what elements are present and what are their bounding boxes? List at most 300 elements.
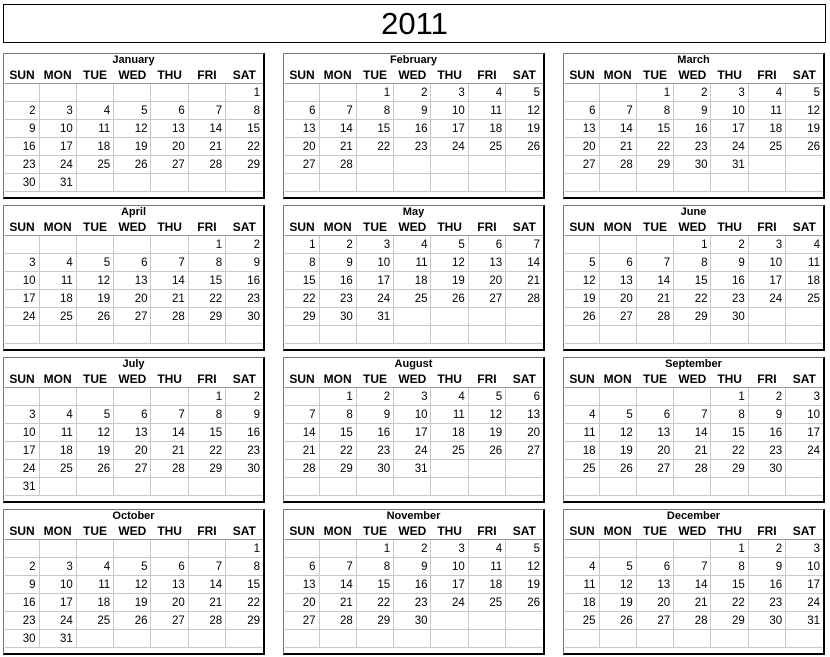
day-cell [748, 174, 785, 192]
day-cell: 12 [786, 102, 823, 120]
day-cell [636, 478, 673, 496]
weekday-fri: FRI [468, 67, 505, 84]
day-cell: 31 [39, 174, 76, 192]
day-cell: 6 [151, 558, 188, 576]
month-may [283, 205, 545, 351]
week-row [5, 576, 263, 594]
weekday-wed: WED [394, 67, 431, 84]
day-cell: 8 [711, 406, 748, 424]
day-cell: 1 [226, 540, 263, 558]
weekday-wed: WED [674, 523, 711, 540]
weekday-sat: SAT [786, 67, 823, 84]
week-row [285, 102, 543, 120]
day-cell [319, 478, 356, 496]
week-row [565, 84, 823, 102]
day-cell: 3 [748, 236, 785, 254]
week-row [565, 478, 823, 496]
day-cell: 14 [599, 120, 636, 138]
day-cell: 11 [468, 102, 505, 120]
day-cell: 13 [506, 406, 543, 424]
day-cell: 2 [319, 236, 356, 254]
day-cell: 8 [674, 254, 711, 272]
day-cell [285, 478, 319, 496]
day-cell: 1 [356, 84, 393, 102]
month-table [285, 67, 543, 192]
day-cell: 28 [599, 156, 636, 174]
day-cell: 26 [76, 308, 113, 326]
day-cell [748, 326, 785, 344]
day-cell: 4 [786, 236, 823, 254]
month-name: May [402, 206, 425, 218]
day-cell: 18 [39, 442, 76, 460]
day-cell: 29 [285, 308, 319, 326]
day-cell: 6 [285, 102, 319, 120]
weekday-fri: FRI [188, 67, 225, 84]
day-cell: 18 [468, 576, 505, 594]
week-row [5, 612, 263, 630]
weekday-sun: SUN [285, 371, 319, 388]
day-cell: 10 [748, 254, 785, 272]
day-cell: 4 [76, 102, 113, 120]
week-row [565, 290, 823, 308]
day-cell: 16 [748, 424, 785, 442]
day-cell [506, 156, 543, 174]
day-cell: 25 [39, 308, 76, 326]
week-row [5, 308, 263, 326]
year-header [3, 4, 826, 43]
week-row [285, 406, 543, 424]
day-cell: 15 [285, 272, 319, 290]
weekday-sat: SAT [786, 523, 823, 540]
day-cell: 16 [356, 424, 393, 442]
day-cell [506, 308, 543, 326]
day-cell: 24 [356, 290, 393, 308]
day-cell: 8 [226, 558, 263, 576]
day-cell: 31 [356, 308, 393, 326]
day-cell: 22 [188, 442, 225, 460]
day-cell [39, 388, 76, 406]
day-cell: 7 [319, 558, 356, 576]
day-cell: 24 [39, 612, 76, 630]
week-row [5, 138, 263, 156]
day-cell: 17 [394, 424, 431, 442]
day-cell: 26 [599, 612, 636, 630]
week-row [285, 254, 543, 272]
day-cell [114, 84, 151, 102]
weekday-header-row [565, 67, 823, 84]
day-cell: 27 [565, 156, 599, 174]
day-cell [674, 388, 711, 406]
week-row [5, 630, 263, 648]
day-cell: 5 [114, 102, 151, 120]
day-cell [188, 326, 225, 344]
day-cell: 16 [674, 120, 711, 138]
day-cell: 30 [394, 612, 431, 630]
day-cell: 24 [431, 138, 468, 156]
day-cell [468, 612, 505, 630]
week-row [285, 326, 543, 344]
week-row [565, 388, 823, 406]
day-cell: 1 [285, 236, 319, 254]
day-cell: 22 [226, 138, 263, 156]
day-cell: 28 [319, 156, 356, 174]
day-cell: 11 [76, 576, 113, 594]
day-cell: 25 [786, 290, 823, 308]
day-cell: 16 [226, 424, 263, 442]
day-cell [226, 174, 263, 192]
week-row [565, 102, 823, 120]
month-name: April [120, 206, 147, 218]
weekday-fri: FRI [468, 523, 505, 540]
weekday-thu: THU [711, 371, 748, 388]
day-cell [114, 174, 151, 192]
month-table [285, 371, 543, 496]
day-cell [786, 326, 823, 344]
day-cell: 24 [786, 594, 823, 612]
day-cell [506, 326, 543, 344]
weekday-tue: TUE [76, 219, 113, 236]
day-cell [319, 630, 356, 648]
day-cell: 4 [565, 406, 599, 424]
day-cell: 27 [114, 460, 151, 478]
weekday-sun: SUN [285, 219, 319, 236]
day-cell: 20 [285, 594, 319, 612]
day-cell: 9 [356, 406, 393, 424]
day-cell: 14 [674, 424, 711, 442]
day-cell: 9 [748, 558, 785, 576]
day-cell: 25 [748, 138, 785, 156]
day-cell: 5 [599, 558, 636, 576]
day-cell: 10 [786, 406, 823, 424]
day-cell: 6 [636, 406, 673, 424]
week-row [5, 388, 263, 406]
day-cell: 24 [748, 290, 785, 308]
weekday-wed: WED [114, 219, 151, 236]
weekday-tue: TUE [356, 219, 393, 236]
day-cell: 2 [226, 236, 263, 254]
weekday-header-row [5, 371, 263, 388]
weekday-sat: SAT [506, 523, 543, 540]
day-cell [114, 478, 151, 496]
day-cell: 23 [5, 612, 39, 630]
week-row [565, 424, 823, 442]
day-cell [5, 388, 39, 406]
day-cell: 10 [39, 576, 76, 594]
day-cell: 3 [786, 388, 823, 406]
day-cell: 5 [76, 254, 113, 272]
day-cell: 19 [468, 424, 505, 442]
day-cell: 21 [188, 594, 225, 612]
day-cell: 12 [599, 424, 636, 442]
day-cell [188, 630, 225, 648]
day-cell: 29 [356, 612, 393, 630]
day-cell [319, 326, 356, 344]
day-cell: 17 [39, 138, 76, 156]
day-cell: 2 [394, 540, 431, 558]
day-cell: 10 [5, 424, 39, 442]
day-cell: 2 [5, 558, 39, 576]
day-cell: 19 [76, 442, 113, 460]
day-cell: 16 [711, 272, 748, 290]
day-cell [39, 84, 76, 102]
week-row [285, 138, 543, 156]
day-cell: 17 [711, 120, 748, 138]
day-cell [76, 236, 113, 254]
day-cell: 28 [506, 290, 543, 308]
day-cell [431, 174, 468, 192]
day-cell [431, 308, 468, 326]
day-cell [674, 630, 711, 648]
day-cell: 3 [39, 558, 76, 576]
week-row [285, 388, 543, 406]
day-cell: 17 [786, 576, 823, 594]
day-cell [786, 174, 823, 192]
day-cell [76, 388, 113, 406]
day-cell: 22 [319, 442, 356, 460]
day-cell [506, 174, 543, 192]
weekday-mon: MON [319, 67, 356, 84]
day-cell: 15 [226, 120, 263, 138]
day-cell [468, 308, 505, 326]
day-cell: 7 [674, 406, 711, 424]
day-cell: 30 [748, 612, 785, 630]
day-cell: 31 [786, 612, 823, 630]
day-cell: 8 [226, 102, 263, 120]
week-row [565, 612, 823, 630]
month-june [563, 205, 825, 351]
day-cell: 25 [76, 612, 113, 630]
day-cell [711, 326, 748, 344]
day-cell: 10 [5, 272, 39, 290]
day-cell: 30 [356, 460, 393, 478]
day-cell: 14 [151, 272, 188, 290]
month-name: February [389, 54, 438, 66]
weekday-mon: MON [39, 67, 76, 84]
day-cell [674, 478, 711, 496]
month-october [3, 509, 265, 655]
day-cell: 2 [674, 84, 711, 102]
day-cell: 28 [188, 156, 225, 174]
day-cell: 13 [151, 576, 188, 594]
day-cell [76, 478, 113, 496]
day-cell: 24 [786, 442, 823, 460]
weekday-sun: SUN [5, 523, 39, 540]
day-cell [394, 174, 431, 192]
weekday-wed: WED [674, 219, 711, 236]
day-cell: 17 [5, 290, 39, 308]
day-cell [565, 478, 599, 496]
day-cell: 21 [151, 442, 188, 460]
day-cell [431, 630, 468, 648]
day-cell: 15 [711, 576, 748, 594]
day-cell: 14 [285, 424, 319, 442]
day-cell: 12 [114, 576, 151, 594]
day-cell: 14 [151, 424, 188, 442]
day-cell: 31 [39, 630, 76, 648]
day-cell: 9 [674, 102, 711, 120]
day-cell: 30 [5, 174, 39, 192]
weekday-tue: TUE [356, 523, 393, 540]
week-row [285, 290, 543, 308]
day-cell: 4 [394, 236, 431, 254]
day-cell: 21 [285, 442, 319, 460]
weekday-header-row [5, 523, 263, 540]
day-cell: 24 [39, 156, 76, 174]
day-cell [748, 478, 785, 496]
day-cell: 29 [188, 460, 225, 478]
day-cell: 18 [76, 594, 113, 612]
day-cell [76, 174, 113, 192]
weekday-tue: TUE [636, 219, 673, 236]
day-cell: 28 [319, 612, 356, 630]
day-cell [786, 630, 823, 648]
day-cell [188, 478, 225, 496]
month-table [565, 67, 823, 192]
day-cell: 25 [39, 460, 76, 478]
day-cell: 2 [748, 388, 785, 406]
day-cell: 26 [431, 290, 468, 308]
weekday-tue: TUE [76, 523, 113, 540]
day-cell: 15 [319, 424, 356, 442]
day-cell: 21 [151, 290, 188, 308]
day-cell: 14 [188, 576, 225, 594]
week-row [5, 102, 263, 120]
day-cell: 21 [636, 290, 673, 308]
weekday-sun: SUN [285, 67, 319, 84]
month-july [3, 357, 265, 503]
day-cell: 18 [431, 424, 468, 442]
day-cell [711, 174, 748, 192]
day-cell: 29 [226, 156, 263, 174]
weekday-header-row [565, 219, 823, 236]
day-cell: 12 [565, 272, 599, 290]
week-row [565, 558, 823, 576]
weekday-fri: FRI [188, 371, 225, 388]
day-cell [285, 174, 319, 192]
weekday-sat: SAT [786, 371, 823, 388]
day-cell [786, 460, 823, 478]
day-cell: 22 [188, 290, 225, 308]
month-january [3, 53, 265, 199]
day-cell: 21 [674, 594, 711, 612]
day-cell: 3 [431, 84, 468, 102]
day-cell [394, 156, 431, 174]
day-cell: 9 [394, 102, 431, 120]
day-cell: 3 [356, 236, 393, 254]
day-cell [319, 174, 356, 192]
day-cell [356, 156, 393, 174]
day-cell: 7 [151, 406, 188, 424]
day-cell [599, 388, 636, 406]
day-cell: 11 [431, 406, 468, 424]
day-cell [356, 478, 393, 496]
day-cell: 3 [431, 540, 468, 558]
week-row [5, 406, 263, 424]
day-cell: 22 [226, 594, 263, 612]
weekday-thu: THU [431, 67, 468, 84]
day-cell: 27 [285, 612, 319, 630]
day-cell: 7 [506, 236, 543, 254]
day-cell: 29 [226, 612, 263, 630]
weekday-thu: THU [151, 219, 188, 236]
day-cell [506, 478, 543, 496]
month-name: September [665, 358, 722, 370]
day-cell: 14 [636, 272, 673, 290]
weekday-sun: SUN [565, 523, 599, 540]
day-cell [565, 174, 599, 192]
day-cell: 20 [114, 290, 151, 308]
day-cell: 16 [5, 594, 39, 612]
weekday-header-row [565, 371, 823, 388]
day-cell: 3 [39, 102, 76, 120]
weekday-header-row [5, 67, 263, 84]
day-cell [114, 236, 151, 254]
day-cell: 15 [674, 272, 711, 290]
day-cell: 26 [786, 138, 823, 156]
day-cell: 28 [674, 460, 711, 478]
weekday-header-row [5, 219, 263, 236]
day-cell: 10 [39, 120, 76, 138]
day-cell [285, 540, 319, 558]
day-cell: 24 [5, 308, 39, 326]
weekday-tue: TUE [76, 371, 113, 388]
day-cell [636, 630, 673, 648]
day-cell: 15 [188, 424, 225, 442]
day-cell: 13 [114, 272, 151, 290]
week-row [5, 120, 263, 138]
day-cell: 5 [599, 406, 636, 424]
day-cell [76, 84, 113, 102]
day-cell [5, 84, 39, 102]
day-cell [5, 236, 39, 254]
day-cell: 13 [151, 120, 188, 138]
weekday-sun: SUN [565, 67, 599, 84]
day-cell: 17 [5, 442, 39, 460]
day-cell: 23 [748, 594, 785, 612]
day-cell: 12 [431, 254, 468, 272]
day-cell: 4 [39, 406, 76, 424]
day-cell: 8 [711, 558, 748, 576]
weekday-thu: THU [151, 523, 188, 540]
day-cell: 6 [565, 102, 599, 120]
day-cell: 23 [319, 290, 356, 308]
day-cell [599, 84, 636, 102]
day-cell [636, 540, 673, 558]
day-cell: 18 [786, 272, 823, 290]
day-cell: 11 [468, 558, 505, 576]
weekday-sat: SAT [226, 523, 263, 540]
week-row [285, 612, 543, 630]
month-table [565, 371, 823, 496]
day-cell [674, 326, 711, 344]
day-cell: 8 [188, 406, 225, 424]
week-row [5, 290, 263, 308]
day-cell: 8 [636, 102, 673, 120]
day-cell [285, 388, 319, 406]
day-cell: 19 [599, 594, 636, 612]
month-name: October [112, 510, 155, 522]
day-cell [188, 540, 225, 558]
weekday-sun: SUN [5, 67, 39, 84]
day-cell: 26 [506, 594, 543, 612]
day-cell: 6 [468, 236, 505, 254]
day-cell: 10 [431, 558, 468, 576]
week-row [285, 630, 543, 648]
day-cell: 4 [76, 558, 113, 576]
day-cell: 11 [748, 102, 785, 120]
day-cell: 2 [356, 388, 393, 406]
day-cell: 14 [319, 120, 356, 138]
